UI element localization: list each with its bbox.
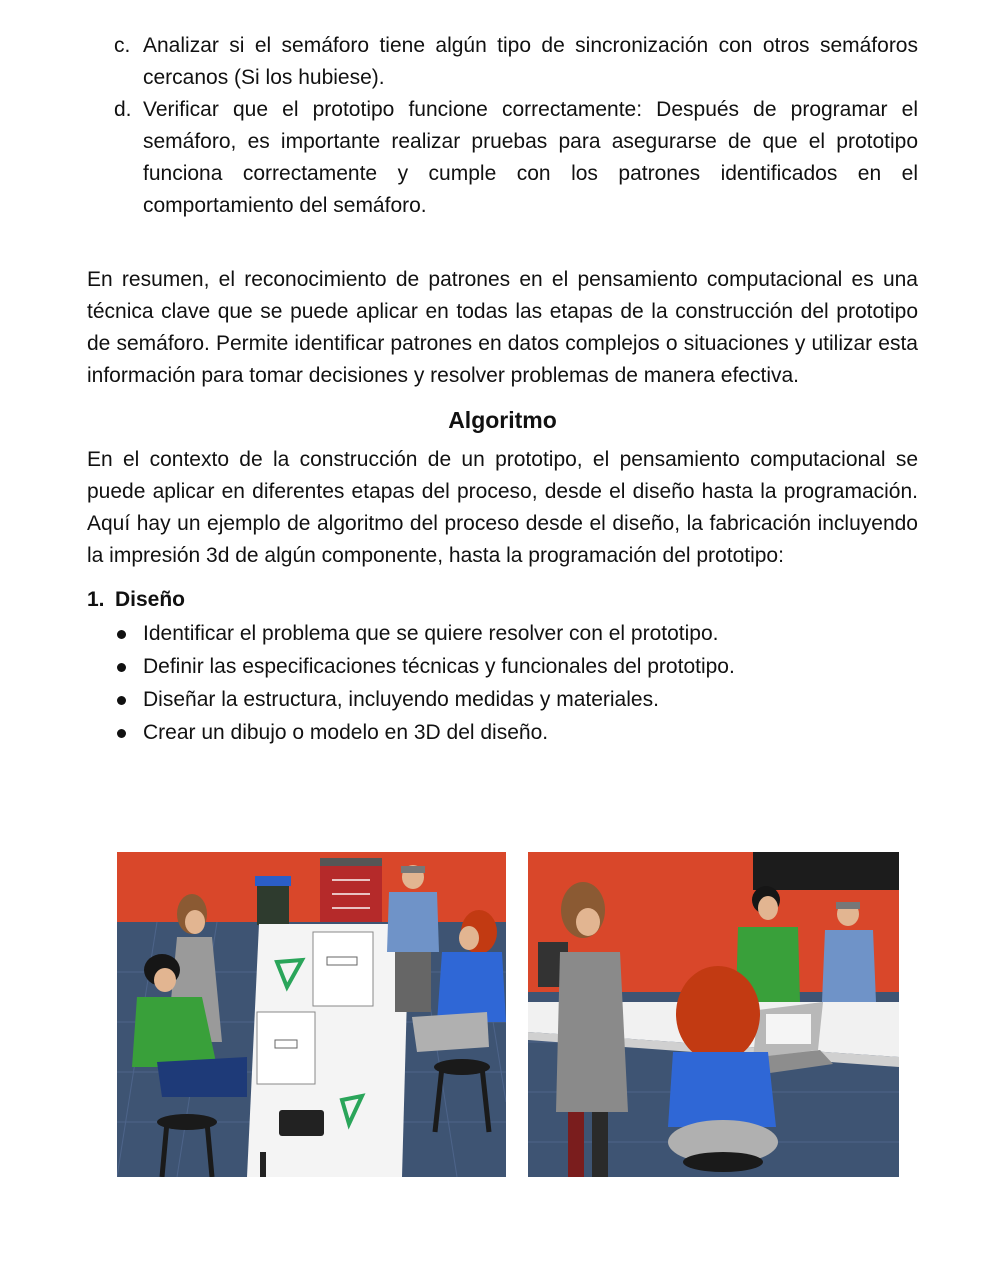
bullet-icon <box>117 630 126 639</box>
step-bullet-list <box>87 617 918 749</box>
bullet-icon <box>117 729 126 738</box>
list-marker: c. <box>114 34 131 57</box>
bullet-item <box>87 683 918 716</box>
intro-paragraph: En el contexto de la construcción de un prototipo, el pensamiento computacional se puede aplicar en diferentes etapas del proceso, desde el diseño hasta la programación. Aquí hay un ejemplo de algoritmo del proceso desde el diseño, la fabricación incluyendo la impresión 3d de algún componente, hasta la programación del prototipo: <box>87 448 918 567</box>
list-item-c <box>87 30 918 94</box>
summary-paragraph: En resumen, el reconocimiento de patrones en el pensamiento computacional es una técnica clave que se puede aplicar en todas las etapas de la construcción del prototipo de semáforo. Permite identificar patrones en datos complejos o situaciones y utilizar esta información para tomar decisiones y resolver problemas de manera efectiva. <box>87 268 918 387</box>
list-item-text: Analizar si el semáforo tiene algún tipo de sincronización con otros semáforos cercanos (Si los hubiese). <box>143 34 918 89</box>
step-number: 1. <box>87 588 105 611</box>
list-item-d <box>87 94 918 222</box>
bullet-text: Identificar el problema que se quiere resolver con el prototipo. <box>143 622 719 645</box>
design-table-illustration <box>117 852 506 1177</box>
section-heading: Algoritmo <box>448 407 557 433</box>
lettered-list <box>87 30 918 222</box>
bullet-icon <box>117 663 126 672</box>
bullet-text: Crear un dibujo o modelo en 3D del diseño. <box>143 721 549 744</box>
list-item-text: Verificar que el prototipo funcione correctamente: Después de programar el semáforo, es importante realizar pruebas para asegurarse de que el prototipo funciona correctamente y cumple con los patrones identificados en el comportamiento del semáforo. <box>143 98 918 217</box>
list-marker: d. <box>114 98 132 121</box>
laptop-scene-illustration <box>528 852 899 1177</box>
bullet-item <box>87 716 918 749</box>
bullet-item <box>87 617 918 650</box>
bullet-text: Definir las especificaciones técnicas y funcionales del prototipo. <box>143 655 735 678</box>
bullet-text: Diseñar la estructura, incluyendo medidas y materiales. <box>143 688 659 711</box>
step-heading <box>87 584 918 616</box>
bullet-item <box>87 650 918 683</box>
bullet-icon <box>117 696 126 705</box>
step-title: Diseño <box>115 588 186 611</box>
document-page <box>87 30 918 749</box>
